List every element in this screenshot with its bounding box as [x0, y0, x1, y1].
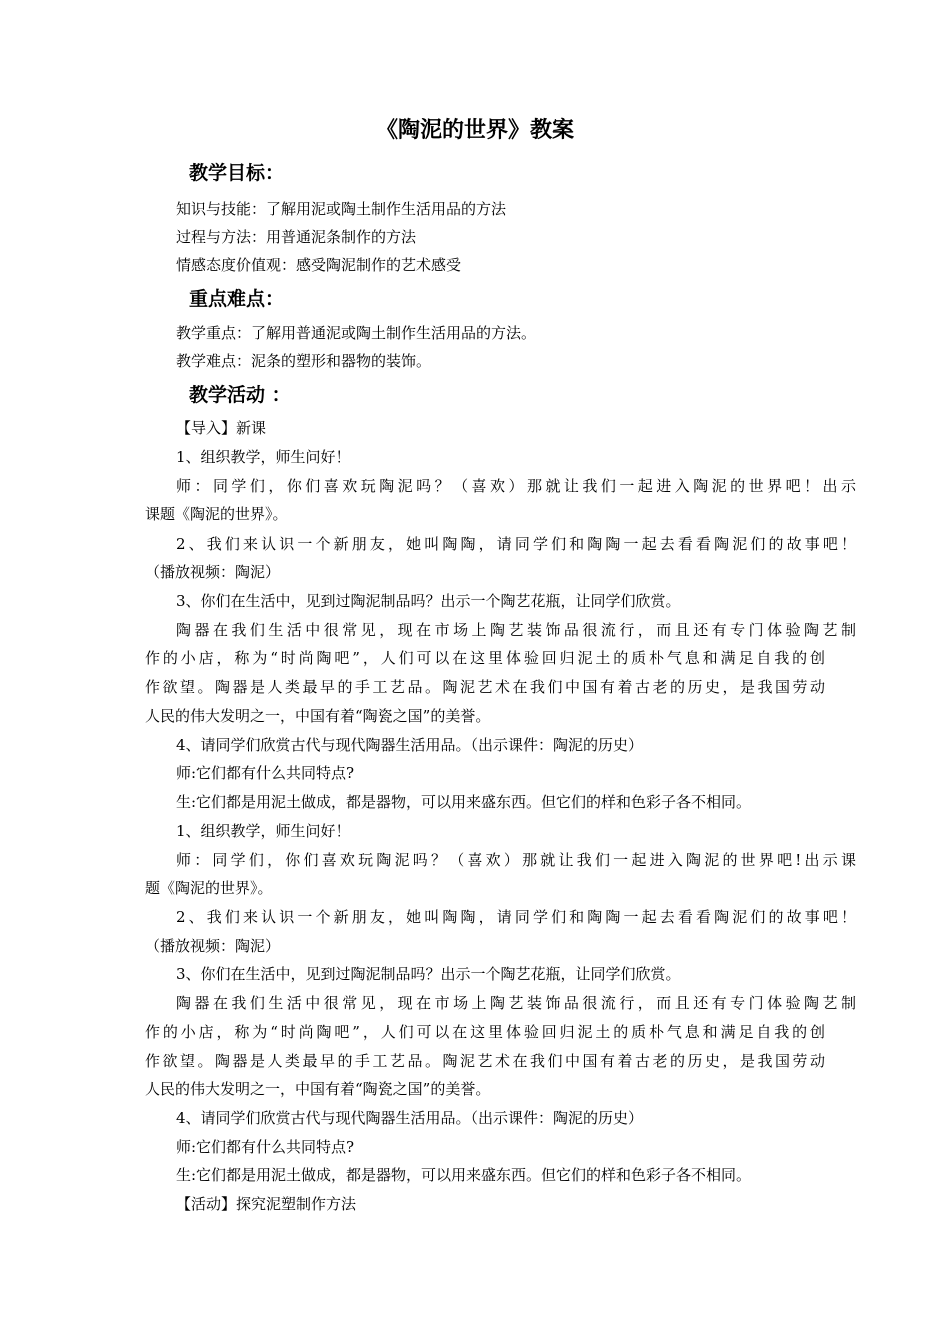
paragraph-line: 师:它们都有什么共同特点?: [176, 764, 355, 782]
paragraph-line: 4、请同学们欣赏古代与现代陶器生活用品。（出示课件：陶泥的历史）: [176, 1109, 644, 1127]
paragraph-line: 作欲望。陶器是人类最早的手工艺品。陶泥艺术在我们中国有着古老的历史，是我国劳动: [145, 678, 825, 696]
paragraph-line: 教学难点：泥条的塑形和器物的装饰。: [176, 352, 432, 370]
paragraph-line: 陶器在我们生活中很常见，现在市场上陶艺装饰品很流行，而且还有专门体验陶艺制: [176, 621, 856, 639]
paragraph-line: 人民的伟大发明之一，中国有着“陶瓷之国”的美誉。: [145, 707, 491, 725]
section-heading-key-points: 重点难点：: [189, 288, 285, 310]
paragraph-line: 知识与技能：了解用泥或陶土制作生活用品的方法: [176, 200, 507, 218]
section-heading-activities: 教学活动 ：: [189, 384, 291, 406]
paragraph-line: 生:它们都是用泥土做成，都是器物，可以用来盛东西。但它们的样和色彩子各不相同。: [176, 1166, 752, 1184]
paragraph-line: 情感态度价值观：感受陶泥制作的艺术感受: [176, 256, 462, 274]
paragraph-line: 题《陶泥的世界》。: [145, 879, 273, 897]
paragraph-line: （播放视频：陶泥）: [145, 563, 281, 581]
page-title: 《陶泥的世界》教案: [375, 118, 574, 143]
paragraph-line: 4、请同学们欣赏古代与现代陶器生活用品。（出示课件：陶泥的历史）: [176, 736, 644, 754]
paragraph-line: 师：同学们，你们喜欢玩陶泥吗？（喜欢）那就让我们一起进入陶泥的世界吧!出示课: [176, 851, 856, 869]
paragraph-line: 3、你们在生活中，见到过陶泥制品吗？出示一个陶艺花瓶，让同学们欣赏。: [176, 965, 681, 983]
paragraph-line: 1、组织教学，师生问好！: [176, 822, 351, 840]
paragraph-line: 作的小店，称为“时尚陶吧”，人们可以在这里体验回归泥土的质朴气息和满足自我的创: [145, 649, 825, 667]
paragraph-line: 1、组织教学，师生问好！: [176, 448, 351, 466]
paragraph-line: 3、你们在生活中，见到过陶泥制品吗？出示一个陶艺花瓶，让同学们欣赏。: [176, 592, 681, 610]
paragraph-line: 人民的伟大发明之一，中国有着“陶瓷之国”的美誉。: [145, 1080, 491, 1098]
paragraph-line: 【导入】新课: [176, 419, 267, 437]
paragraph-line: 师：同学们，你们喜欢玩陶泥吗？（喜欢）那就让我们一起进入陶泥的世界吧！出示: [176, 477, 856, 495]
paragraph-line: 陶器在我们生活中很常见，现在市场上陶艺装饰品很流行，而且还有专门体验陶艺制: [176, 994, 856, 1012]
paragraph-line: 生:它们都是用泥土做成，都是器物，可以用来盛东西。但它们的样和色彩子各不相同。: [176, 793, 752, 811]
paragraph-line: 教学重点：了解用普通泥或陶土制作生活用品的方法。: [176, 324, 537, 342]
paragraph-line: 作欲望。陶器是人类最早的手工艺品。陶泥艺术在我们中国有着古老的历史，是我国劳动: [145, 1052, 825, 1070]
paragraph-line: 过程与方法：用普通泥条制作的方法: [176, 228, 417, 246]
paragraph-line: 师:它们都有什么共同特点?: [176, 1138, 355, 1156]
paragraph-line: 作的小店，称为“时尚陶吧”，人们可以在这里体验回归泥土的质朴气息和满足自我的创: [145, 1023, 825, 1041]
paragraph-line: （播放视频：陶泥）: [145, 937, 281, 955]
paragraph-line: 【活动】探究泥塑制作方法: [176, 1195, 357, 1213]
paragraph-line: 2、我们来认识一个新朋友，她叫陶陶，请同学们和陶陶一起去看看陶泥们的故事吧！: [176, 908, 856, 926]
paragraph-line: 课题《陶泥的世界》。: [145, 505, 288, 523]
paragraph-line: 2、我们来认识一个新朋友，她叫陶陶，请同学们和陶陶一起去看看陶泥们的故事吧！: [176, 535, 856, 553]
section-heading-objectives: 教学目标：: [189, 162, 285, 184]
